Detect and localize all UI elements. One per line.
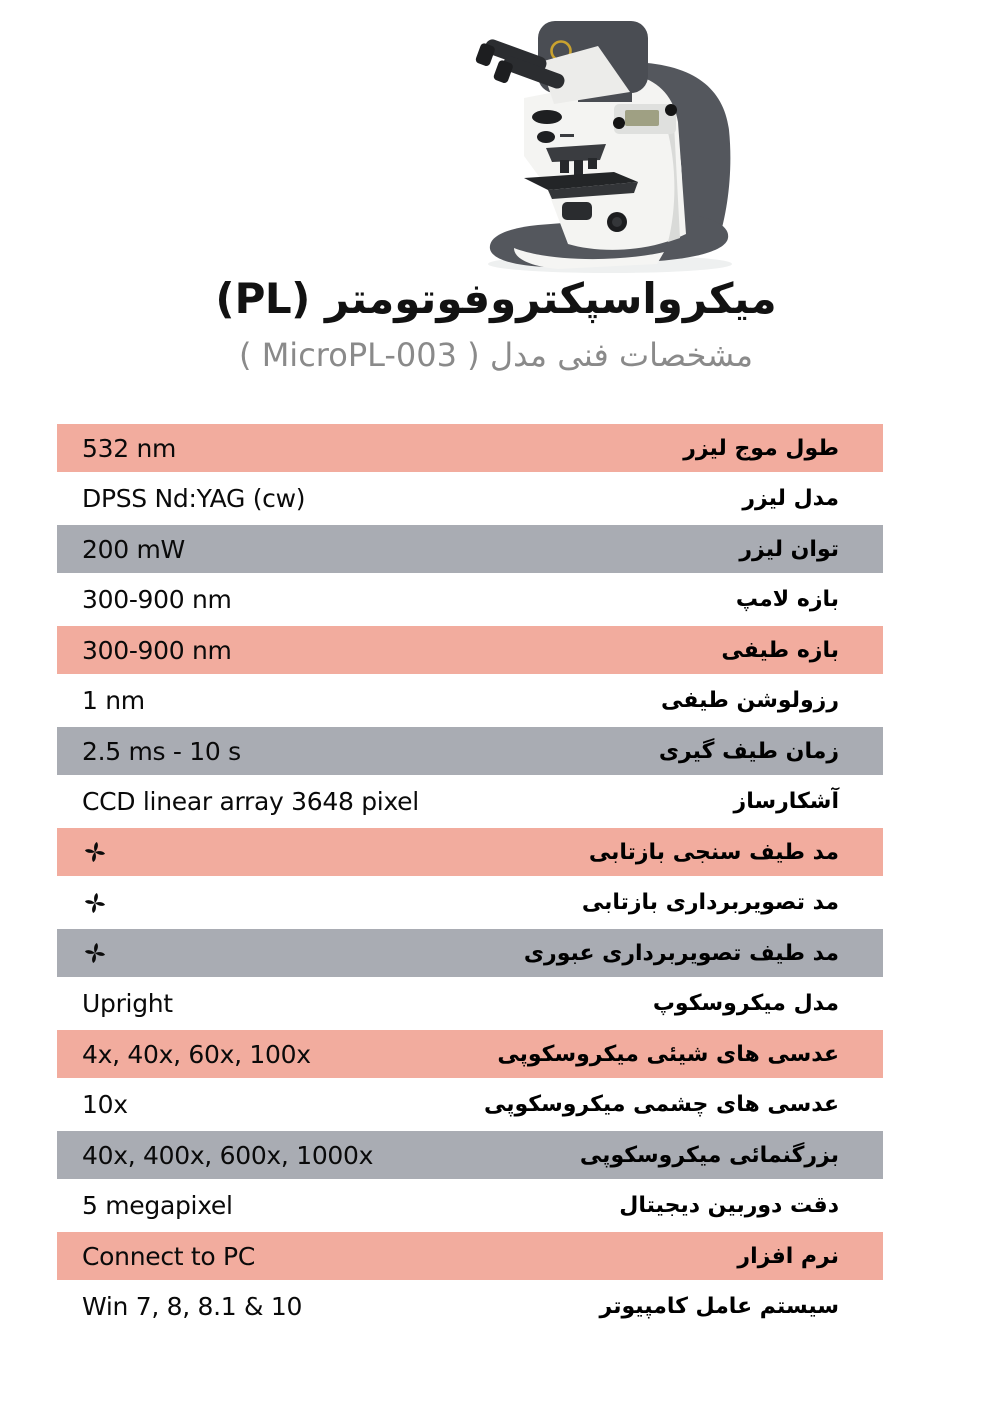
- spec-label: دقت دوربین دیجیتال: [619, 1193, 839, 1218]
- spec-value: [82, 888, 108, 918]
- spec-value: [82, 837, 108, 867]
- spec-row-eyepiece-lenses: [57, 1081, 883, 1129]
- spec-value: DPSS Nd:YAG (cw): [82, 484, 306, 513]
- spec-row-laser-model: [57, 475, 883, 523]
- four-petal-asterisk-icon: [82, 837, 108, 867]
- spec-label: بزرگنمائی میکروسکوپی: [579, 1142, 839, 1168]
- spec-value: 2.5 ms - 10 s: [82, 736, 241, 766]
- spec-label: مد طیف تصویربرداری عبوری: [523, 940, 839, 966]
- spec-row-laser-wavelength: [57, 424, 883, 472]
- spec-row-laser-power: [57, 525, 883, 573]
- spec-row-transmission-imaging-mode: [57, 929, 883, 977]
- page-subtitle: مشخصات فنی مدل ( MicroPL-003 ): [239, 336, 753, 374]
- four-petal-asterisk-icon: [82, 938, 108, 968]
- spec-table: [57, 424, 883, 1333]
- page-title: میکرواسپکتروفوتومتر (PL): [215, 274, 777, 323]
- spec-row-microscope-model: [57, 980, 883, 1028]
- spec-row-spectral-range: [57, 626, 883, 674]
- spec-value: 300-900 nm: [82, 635, 232, 665]
- four-petal-asterisk-icon: [82, 888, 108, 918]
- spec-label: مد تصویربرداری بازتابی: [581, 890, 839, 915]
- spec-label: مدل لیزر: [742, 486, 839, 511]
- microscope-illustration-svg: [428, 6, 760, 278]
- spec-label: سیستم عامل کامپیوتر: [599, 1294, 839, 1319]
- spec-row-detector: [57, 778, 883, 826]
- spec-row-reflective-spectroscopy-mode: [57, 828, 883, 876]
- spec-label: عدسی های شیئی میکروسکوپی: [497, 1041, 839, 1067]
- spec-label: طول موج لیزر: [683, 435, 839, 461]
- spec-label: آشکارساز: [733, 789, 839, 814]
- spec-label: بازه طیفی: [721, 637, 839, 663]
- spec-row-lamp-range: [57, 576, 883, 624]
- spec-row-digital-camera-resolution: [57, 1182, 883, 1230]
- spec-label: مد طیف سنجی بازتابی: [588, 839, 839, 865]
- spec-value: 300-900 nm: [82, 585, 232, 614]
- spec-label: بازه لامپ: [735, 587, 839, 612]
- spec-value: Win 7, 8, 8.1 & 10: [82, 1292, 303, 1321]
- spec-value: Connect to PC: [82, 1241, 255, 1271]
- spec-row-acquisition-time: [57, 727, 883, 775]
- spec-row-reflective-imaging-mode: [57, 879, 883, 927]
- spec-value: 10x: [82, 1090, 128, 1119]
- microscope-image: [428, 6, 760, 278]
- spec-row-operating-system: [57, 1283, 883, 1331]
- spec-value: 200 mW: [82, 534, 185, 564]
- spec-label: توان لیزر: [739, 536, 839, 562]
- spec-value: CCD linear array 3648 pixel: [82, 787, 419, 816]
- spec-value: 5 megapixel: [82, 1191, 233, 1220]
- spec-label: عدسی های چشمی میکروسکوپی: [483, 1092, 839, 1117]
- spec-row-microscope-magnification: [57, 1131, 883, 1179]
- spec-value: 1 nm: [82, 686, 145, 715]
- spec-value: Upright: [82, 989, 173, 1018]
- spec-row-spectral-resolution: [57, 677, 883, 725]
- spec-label: مدل میکروسکوپ: [652, 991, 839, 1016]
- spec-row-software: [57, 1232, 883, 1280]
- spec-row-objective-lenses: [57, 1030, 883, 1078]
- spec-value: 532 nm: [82, 433, 177, 463]
- spec-value: [82, 938, 108, 968]
- spec-label: رزولوشن طیفی: [661, 688, 839, 713]
- spec-label: زمان طیف گیری: [658, 738, 839, 764]
- spec-value: 40x, 400x, 600x, 1000x: [82, 1140, 374, 1170]
- spec-value: 4x, 40x, 60x, 100x: [82, 1039, 311, 1069]
- spec-label: نرم افزار: [737, 1243, 839, 1269]
